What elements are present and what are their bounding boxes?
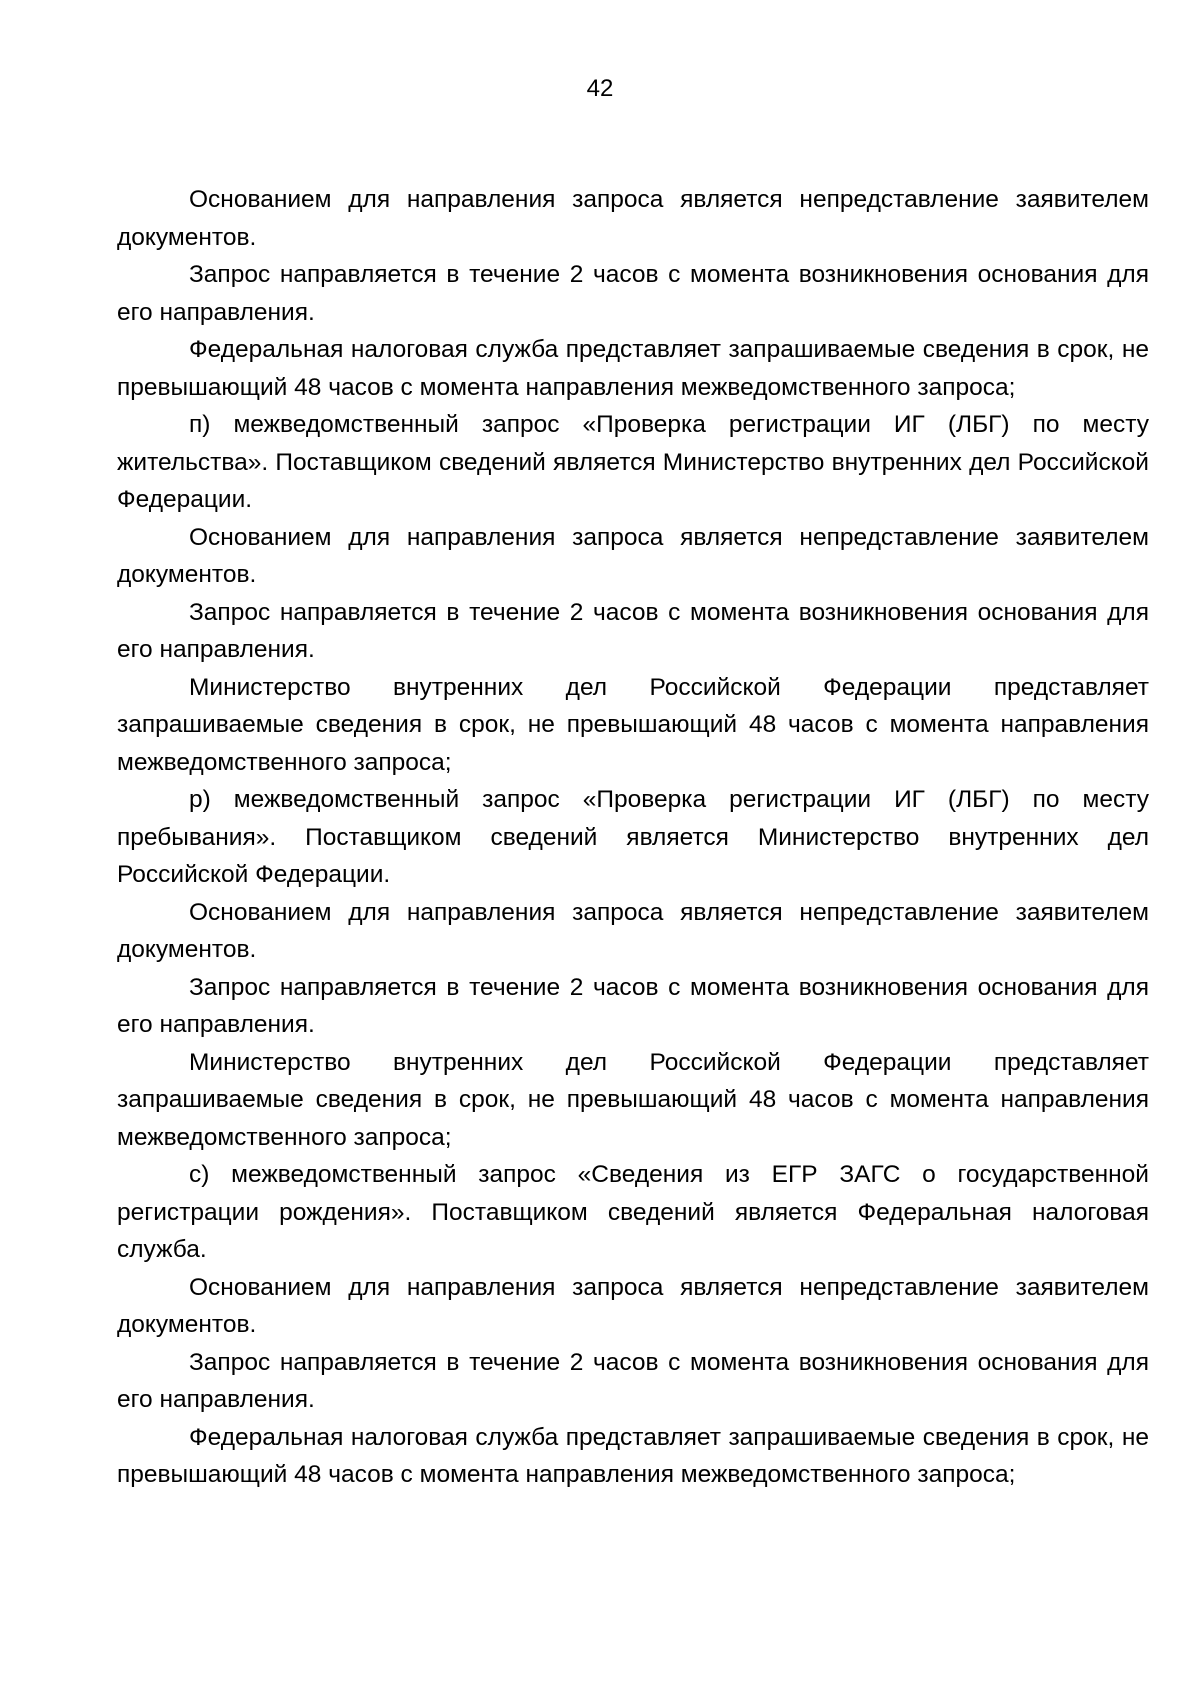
paragraph: Основанием для направления запроса является непредставление заявителем документов. xyxy=(117,1273,1149,1338)
paragraph-item-s: с) межведомственный запрос «Сведения из ЕГР ЗАГС о государственной регистрации рождения». Поставщиком сведений является Федеральная налоговая служба. xyxy=(117,1161,1149,1263)
paragraph: Запрос направляется в течение 2 часов с момента возникновения основания для его направления. xyxy=(117,1348,1149,1413)
paragraph: Запрос направляется в течение 2 часов с момента возникновения основания для его направления. xyxy=(117,598,1149,663)
paragraph: Запрос направляется в течение 2 часов с момента возникновения основания для его направления. xyxy=(117,261,1149,326)
paragraph: Министерство внутренних дел Российской Федерации представляет запрашиваемые сведения в срок, не превышающий 48 часов с момента направления межведомственного запроса; xyxy=(117,673,1149,776)
paragraph: Федеральная налоговая служба представляет запрашиваемые сведения в срок, не превышающий 48 часов с момента направления межведомственного запроса; xyxy=(117,336,1149,401)
paragraph: Основанием для направления запроса является непредставление заявителем документов. xyxy=(117,898,1149,963)
paragraph: Запрос направляется в течение 2 часов с момента возникновения основания для его направления. xyxy=(117,973,1149,1038)
page-number: 42 xyxy=(586,75,614,102)
paragraph: Министерство внутренних дел Российской Федерации представляет запрашиваемые сведения в срок, не превышающий 48 часов с момента направления межведомственного запроса; xyxy=(117,1048,1149,1151)
paragraph-item-p: п) межведомственный запрос «Проверка регистрации ИГ (ЛБГ) по месту жительства». Поставщиком сведений является Министерство внутренних дел Российской Федерации. xyxy=(117,411,1149,513)
paragraph: Федеральная налоговая служба представляет запрашиваемые сведения в срок, не превышающий 48 часов с момента направления межведомственного запроса; xyxy=(117,1423,1149,1488)
paragraph-item-r: р) межведомственный запрос «Проверка регистрации ИГ (ЛБГ) по месту пребывания». Поставщиком сведений является Министерство внутренних дел Российской Федерации. xyxy=(117,786,1149,888)
paragraph: Основанием для направления запроса является непредставление заявителем документов. xyxy=(117,186,1149,251)
paragraph: Основанием для направления запроса является непредставление заявителем документов. xyxy=(117,523,1149,588)
document-body xyxy=(117,181,1149,1494)
